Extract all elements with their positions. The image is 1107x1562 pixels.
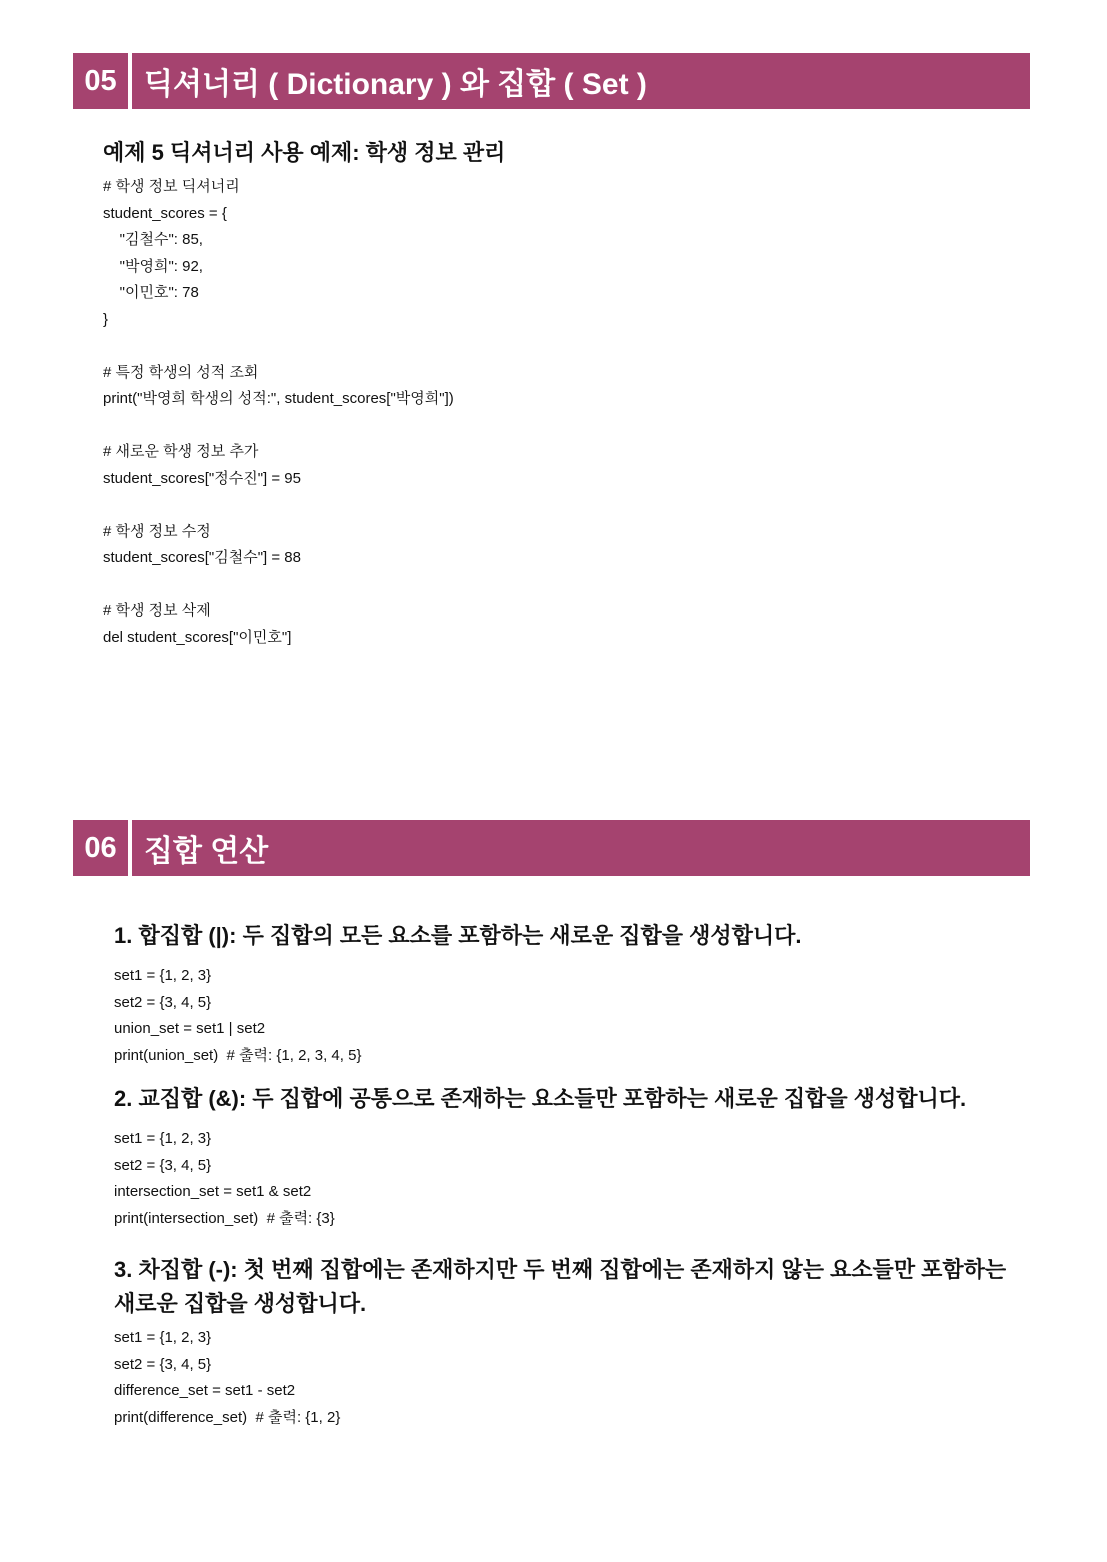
code-line: print(union_set) # 출력: {1, 2, 3, 4, 5} — [114, 1046, 362, 1064]
code-line: print(difference_set) # 출력: {1, 2} — [114, 1408, 341, 1426]
dictionary-code-block — [103, 174, 454, 651]
code-line: set1 = {1, 2, 3} — [114, 1329, 212, 1346]
code-line: set2 = {3, 4, 5} — [114, 1355, 212, 1373]
code-line — [103, 572, 454, 599]
code-line: set2 = {3, 4, 5} — [114, 1156, 212, 1174]
code-line: set1 = {1, 2, 3} — [114, 967, 212, 984]
code-line — [103, 333, 454, 360]
union-heading: 1. 합집합 (|): 두 집합의 모든 요소를 포함하는 새로운 집합을 생성합니다. — [114, 923, 802, 948]
code-line: # 학생 정보 딕셔너리 — [103, 178, 240, 195]
code-line: set2 = {3, 4, 5} — [114, 993, 212, 1011]
code-line: # 새로운 학생 정보 추가 — [103, 443, 259, 460]
code-line: del student_scores["이민호"] — [103, 628, 292, 646]
union-code-block — [114, 963, 361, 1069]
code-line: student_scores = { — [103, 204, 227, 222]
code-line: "이민호": 78 — [103, 284, 199, 301]
section-05-header — [73, 53, 1030, 109]
section-title: 딕셔너리 ( Dictionary ) 와 집합 ( Set ) — [132, 53, 1030, 109]
code-line: union_set = set1 | set2 — [114, 1020, 266, 1037]
section-06-header — [73, 820, 1030, 876]
section-number: 05 — [73, 53, 128, 109]
example-title: 예제 5 딕셔너리 사용 예제: 학생 정보 관리 — [103, 140, 506, 165]
intersection-code-block — [114, 1126, 335, 1232]
code-line: difference_set = set1 - set2 — [114, 1382, 296, 1399]
code-line — [103, 413, 454, 440]
difference-code-block — [114, 1325, 340, 1431]
code-line: student_scores["김철수"] = 88 — [103, 549, 301, 566]
code-line: # 학생 정보 수정 — [103, 522, 211, 540]
code-line — [103, 492, 454, 519]
code-line: "김철수": 85, — [103, 231, 203, 248]
code-line: } — [103, 310, 109, 328]
code-line: intersection_set = set1 & set2 — [114, 1183, 312, 1200]
code-line: print(intersection_set) # 출력: {3} — [114, 1209, 335, 1227]
intersection-heading: 2. 교집합 (&): 두 집합에 공통으로 존재하는 요소들만 포함하는 새로운 집합을 생성합니다. — [114, 1086, 967, 1111]
code-line: # 학생 정보 삭제 — [103, 602, 211, 619]
code-line: "박영희": 92, — [103, 257, 203, 275]
section-title: 집합 연산 — [132, 820, 1030, 876]
difference-heading: 3. 차집합 (-): 첫 번째 집합에는 존재하지만 두 번째 집합에는 존재하지 않는 요소들만 포함하는 새로운 집합을 생성합니다. — [114, 1257, 1007, 1316]
code-line: set1 = {1, 2, 3} — [114, 1130, 212, 1147]
code-line: # 특정 학생의 성적 조회 — [103, 363, 259, 381]
section-number: 06 — [73, 820, 128, 876]
code-line: student_scores["정수진"] = 95 — [103, 469, 301, 487]
code-line: print("박영희 학생의 성적:", student_scores["박영희"]) — [103, 390, 454, 407]
